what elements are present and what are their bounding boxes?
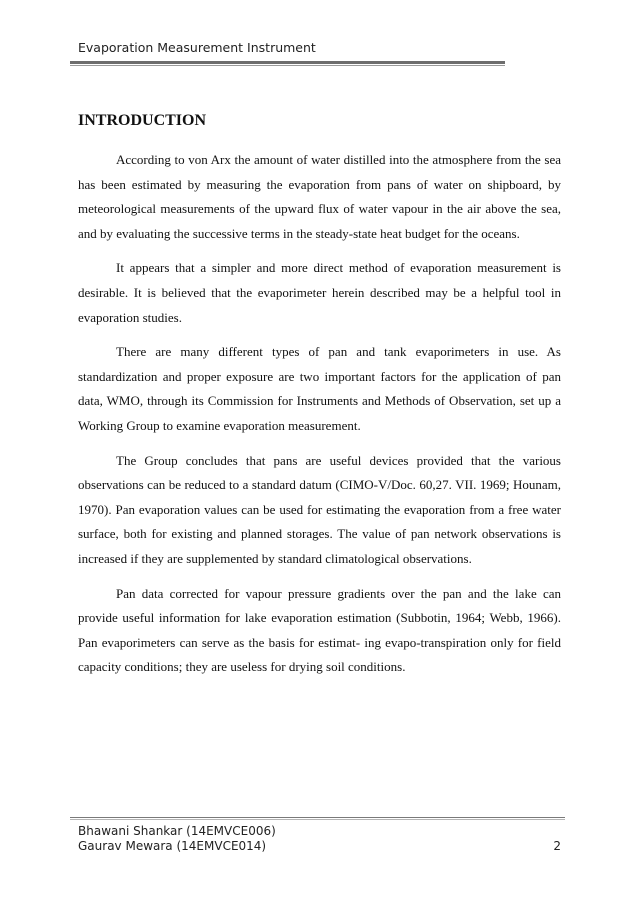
paragraph-4: The Group concludes that pans are useful devices provided that the various observations can be reduced to a standard datum (CIMO-V/Doc. 60,27. VII. 1969; Hounam, 1970). Pan evaporation values can be used for estimating the evaporation from a free water surface, both for existing and planned storages. The value of pan network observations is increased if they are supplemented by standard climatological observations. <box>78 452 561 566</box>
footer-divider <box>70 817 565 818</box>
footer-author-1: Bhawani Shankar (14EMVCE006) <box>78 824 276 838</box>
section-heading: INTRODUCTION <box>78 112 207 129</box>
header-divider-thin <box>70 65 505 66</box>
footer-author-2: Gaurav Mewara (14EMVCE014) <box>78 839 267 853</box>
paragraph-1: According to von Arx the amount of water distilled into the atmosphere from the sea has been estimated by measuring the evaporation from pans of water on shipboard, by meteorological measurements of the upward flux of water vapour in the air above the sea, and by evaluating the successive terms in the steady-state heat budget for the oceans. <box>78 152 561 241</box>
footer-authors <box>78 824 276 854</box>
footer-divider-thin <box>70 819 565 820</box>
paragraph-2: It appears that a simpler and more direct method of evaporation measurement is desirable. It is believed that the evaporimeter herein described may be a helpful tool in evaporation studies. <box>78 260 561 325</box>
page-number: 2 <box>553 839 561 853</box>
running-header: Evaporation Measurement Instrument <box>78 40 316 55</box>
paragraph-3: There are many different types of pan and tank evaporimeters in use. As standardization and proper exposure are two important factors for the application of pan data, WMO, through its Commission for Instruments and Methods of Observation, set up a Working Group to examine evaporation measurement. <box>78 344 561 433</box>
page-body <box>78 111 561 690</box>
header-divider <box>70 61 505 64</box>
paragraph-5: Pan data corrected for vapour pressure gradients over the pan and the lake can provide useful information for lake evaporation estimation (Subbotin, 1964; Webb, 1966). Pan evaporimeters can serve as the basis for estimat- ing evapo-transpiration only for field capacity conditions; they are useless for drying soil conditions. <box>78 585 561 675</box>
